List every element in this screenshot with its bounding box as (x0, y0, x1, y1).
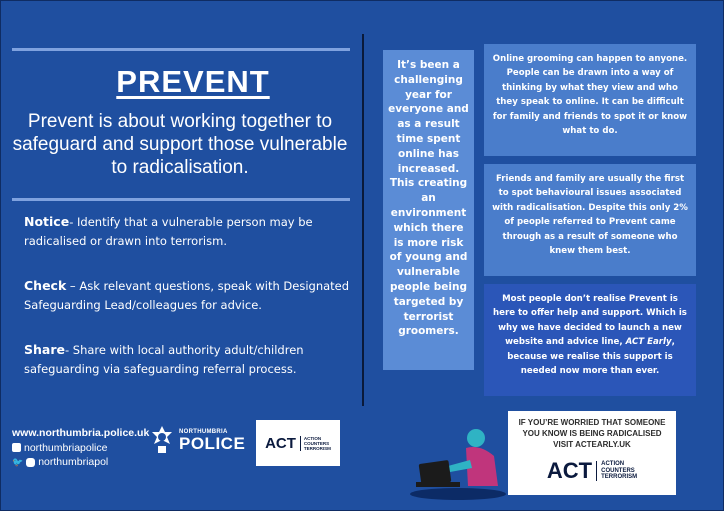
police-logo-top: NORTHUMBRIA (179, 428, 228, 435)
act-logo-small (256, 420, 340, 466)
notice-point (24, 212, 354, 251)
act-logo-sub (300, 436, 331, 451)
cta-line-3: VISIT ACTEARLY.UK (553, 440, 631, 449)
notice-term: Notice (24, 214, 70, 229)
notice-text: - Identify that a vulnerable person may be radicalised or drawn into terrorism. (24, 215, 313, 248)
share-point (24, 340, 354, 379)
act-early-text-1: Most people don’t realise Prevent is here to offer help and support. Which is why we have decided to launch a new website and advice line, (493, 294, 687, 348)
cta-logo-word: ACT (546, 458, 593, 483)
cta-logo-sub (596, 461, 637, 481)
check-point (24, 276, 354, 315)
act-logo-word: ACT (265, 434, 296, 452)
share-term: Share (24, 342, 65, 357)
website-link[interactable]: www.northumbria.police.uk (12, 427, 150, 439)
online-grooming-box: Online grooming can happen to anyone. People can be drawn into a way of thinking by what they view and who they speak to online. It can be difficult for family and friends to spot it or know what to do. (484, 44, 696, 156)
facebook-row[interactable] (12, 441, 149, 456)
bottom-rule (12, 198, 350, 201)
police-badge-icon (150, 425, 174, 455)
share-text: - Share with local authority adult/children safeguarding via safeguarding referral process. (24, 343, 304, 376)
top-rule (12, 48, 350, 51)
cta-line-2: YOU KNOW IS BEING RADICALISED (522, 429, 662, 438)
cta-sub-line-3: TERRORISM (601, 474, 638, 481)
act-early-box (484, 284, 696, 396)
center-divider (362, 34, 364, 406)
prevent-subtitle: Prevent is about working together to safeguard and support those vulnerable to radicalisation. (12, 111, 348, 178)
act-early-cta[interactable] (508, 411, 676, 495)
instagram-icon (26, 458, 35, 467)
act-early-name: ACT Early (625, 337, 672, 348)
act-logo-large (508, 458, 676, 484)
twitter-icon: 🐦 (12, 457, 24, 467)
police-logo-bottom: POLICE (179, 433, 246, 453)
social-row[interactable] (12, 455, 149, 470)
northumbria-police-logo (150, 425, 245, 455)
social-handle: northumbriapol (38, 456, 109, 468)
facebook-handle: northumbriapolice (24, 441, 108, 454)
act-sub-line-3: TERRORISM (303, 445, 331, 451)
act-sub-line-1: ACTION (303, 435, 322, 441)
act-early-text-2: , because we realise this support is needed now more than ever. (507, 337, 675, 377)
challenging-year-box: It’s been a challenging year for everyone and as a result time spent online has increased. This creating an environment which there is more risk of young and vulnerable people being targeted by terrorist groomers. (383, 50, 474, 370)
check-term: Check (24, 278, 67, 293)
check-text: – Ask relevant questions, speak with Designated Safeguarding Lead/colleagues for advice. (24, 279, 350, 312)
page-title: PREVENT (116, 64, 270, 99)
cta-line-1: IF YOU’RE WORRIED THAT SOMEONE (518, 418, 666, 427)
act-sub-line-2: COUNTERS (303, 440, 330, 446)
cta-sub-line-2: COUNTERS (601, 467, 635, 474)
cta-sub-line-1: ACTION (601, 461, 625, 468)
facebook-icon (12, 443, 21, 452)
contact-info (12, 426, 149, 470)
friends-family-box: Friends and family are usually the first to spot behavioural issues associated with radicalisation. Despite this only 2% of people referred to Prevent came through as a result of someone who knew them best. (484, 164, 696, 276)
person-laptop-illustration (408, 410, 508, 500)
